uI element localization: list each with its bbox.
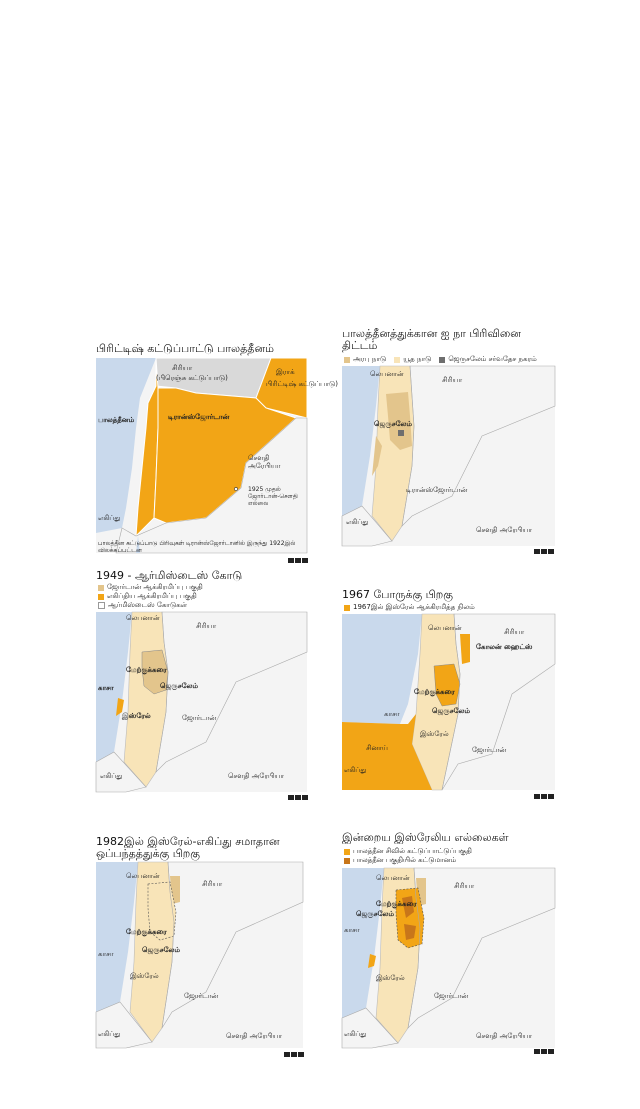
label-lebanon: லெபனான் (370, 370, 404, 378)
map (96, 358, 338, 554)
label-jerusalem: ஜெருசலேம் (432, 707, 471, 715)
label-jerusalem: ஜெருசலேம் (356, 910, 395, 918)
label-syria: சிரியா (172, 364, 193, 372)
bbc-logo (534, 794, 554, 799)
label-egypt: எகிப்து (98, 514, 121, 522)
label-israel: இஸ்ரேல் (122, 712, 151, 720)
label-lebanon: லெபனான் (376, 874, 410, 882)
label-egypt: எகிப்து (344, 766, 367, 774)
label-lebanon: லெபனான் (126, 872, 160, 880)
label-gaza: காசா (344, 926, 360, 934)
label-westbank: மேற்குக்கரை (126, 666, 167, 674)
legend-jewish: யூத நாடு (394, 355, 431, 364)
map-note: பாலத்தீன கட்டுப்பாடு பிரிவுகள் டிரான்ஸ்ஜோர்டானில் இருந்து 1922இல் விலக்கப்பட்டன (98, 540, 296, 554)
label-westbank: மேற்குக்கரை (376, 900, 417, 908)
label-transjordan: டிரான்ஸ்ஜோர்டான் (168, 413, 230, 421)
label-gaza: காசா (384, 710, 400, 718)
legend (344, 355, 537, 364)
label-lebanon: லெபனான் (126, 614, 160, 622)
label-syria: சிரியா (504, 628, 525, 636)
label-jordan: ஜோர்டான் (182, 714, 217, 722)
label-jordan: ஜோர்டான் (472, 746, 507, 754)
label-jerusalem: ஜெருசலேம் (160, 682, 199, 690)
label-saudi: சௌதி அரேபியா (248, 454, 281, 470)
label-jerusalem: ஜெருசலேம் (142, 946, 181, 954)
legend-arab: அரபு நாடு (344, 355, 386, 364)
label-saudi: சௌதி அரேபியா (476, 526, 533, 534)
label-saudi: சௌதி அரேபியா (228, 772, 285, 780)
label-gaza: காசா (98, 684, 114, 692)
label-jerusalem: ஜெருசலேம் (374, 420, 413, 428)
map (342, 868, 555, 1048)
legend-jerusalem: ஜெருசலேம் சர்வதேச நகரம் (439, 355, 536, 364)
label-egypt: எகிப்து (98, 1030, 121, 1038)
panel-title-line2: ஒப்பந்தத்துக்கு பிறகு (96, 847, 200, 860)
legend-jordan-occupied: ஜோர்டான் ஆக்கிரமிப்பு பகுதி (98, 583, 203, 592)
bbc-logo (288, 558, 308, 563)
label-syria: சிரியா (442, 376, 463, 384)
label-israel: இஸ்ரேல் (376, 974, 405, 982)
legend (98, 583, 203, 610)
label-gaza: காசா (98, 950, 114, 958)
label-saudi: சௌதி அரேபியா (226, 1032, 283, 1040)
label-syria: சிரியா (196, 622, 217, 630)
bbc-logo (284, 1052, 304, 1057)
label-golan: கோலன் ஹைட்ஸ் (476, 643, 533, 651)
label-israel: இஸ்ரேல் (130, 972, 159, 980)
bbc-logo (534, 1049, 554, 1054)
map (342, 366, 555, 546)
panel-title-line2: திட்டம் (342, 339, 378, 352)
label-syria: சிரியா (454, 882, 475, 890)
label-jordan: ஜோர்டான் (434, 992, 469, 1000)
legend-egypt-occupied: எகிப்திய ஆக்கிரமிப்பு பகுதி (98, 592, 203, 601)
panel-title: இன்றைய இஸ்ரேலிய எல்லைகள் (342, 831, 509, 844)
label-israel: இஸ்ரேல் (420, 730, 449, 738)
panel-title-line1: பாலத்தீனத்துக்கான ஐ நா பிரிவினை (342, 327, 521, 340)
legend (344, 847, 472, 865)
label-syria: சிரியா (202, 880, 223, 888)
label-jordan: ஜோர்டான் (184, 992, 219, 1000)
map (96, 862, 303, 1048)
label-egypt: எகிப்து (344, 1030, 367, 1038)
label-egypt: எகிப்து (100, 772, 123, 780)
label-westbank: மேற்குக்கரை (414, 688, 455, 696)
legend-civil-control: பாலத்தீன சிவில் கட்டுப்பாட்டுப்பகுதி (344, 847, 472, 856)
label-sinai: சினாய் (366, 744, 388, 752)
label-lebanon: லெபனான் (428, 624, 462, 632)
label-iraq-sub: பிரிட்டிஷ் கட்டுப்பாடு) (266, 380, 338, 388)
panel-title: பிரிட்டிஷ் கட்டுப்பாட்டு பாலத்தீனம் (96, 342, 274, 355)
legend (344, 603, 475, 612)
label-transjordan: டிரான்ஸ்ஜோர்டான் (406, 486, 468, 494)
map (342, 614, 555, 790)
label-westbank: மேற்குக்கரை (126, 928, 167, 936)
panel-title: 1967 போருக்கு பிறகு (342, 588, 453, 601)
panel-title: 1949 - ஆர்மிஸ்டைஸ் கோடு (96, 569, 243, 582)
bbc-logo (534, 549, 554, 554)
map (96, 612, 307, 792)
bbc-logo (288, 795, 308, 800)
panel-title-line1: 1982இல் இஸ்ரேல்-எகிப்து சமாதான (96, 835, 280, 848)
label-palestine: பாலத்தீனம் (98, 416, 135, 424)
border-note: 1925 முதல் ஜோர்டான்-சௌதி எல்லை (248, 486, 298, 507)
legend-armistice-lines: ஆர்மிஸ்டைஸ் கோடுகள் (98, 601, 203, 610)
label-egypt: எகிப்து (346, 518, 369, 526)
label-syria-sub: (பிரெஞ்சு கட்டுப்பாடு) (156, 374, 228, 382)
label-saudi: சௌதி அரேபியா (476, 1032, 533, 1040)
legend-construction: பாலத்தீன பகுதியில் கட்டுமானம் (344, 856, 472, 865)
legend-occupied-1967: 1967இல் இஸ்ரேல் ஆக்கிரமித்த நிலம் (344, 603, 475, 612)
label-iraq: இராக் (276, 368, 295, 376)
